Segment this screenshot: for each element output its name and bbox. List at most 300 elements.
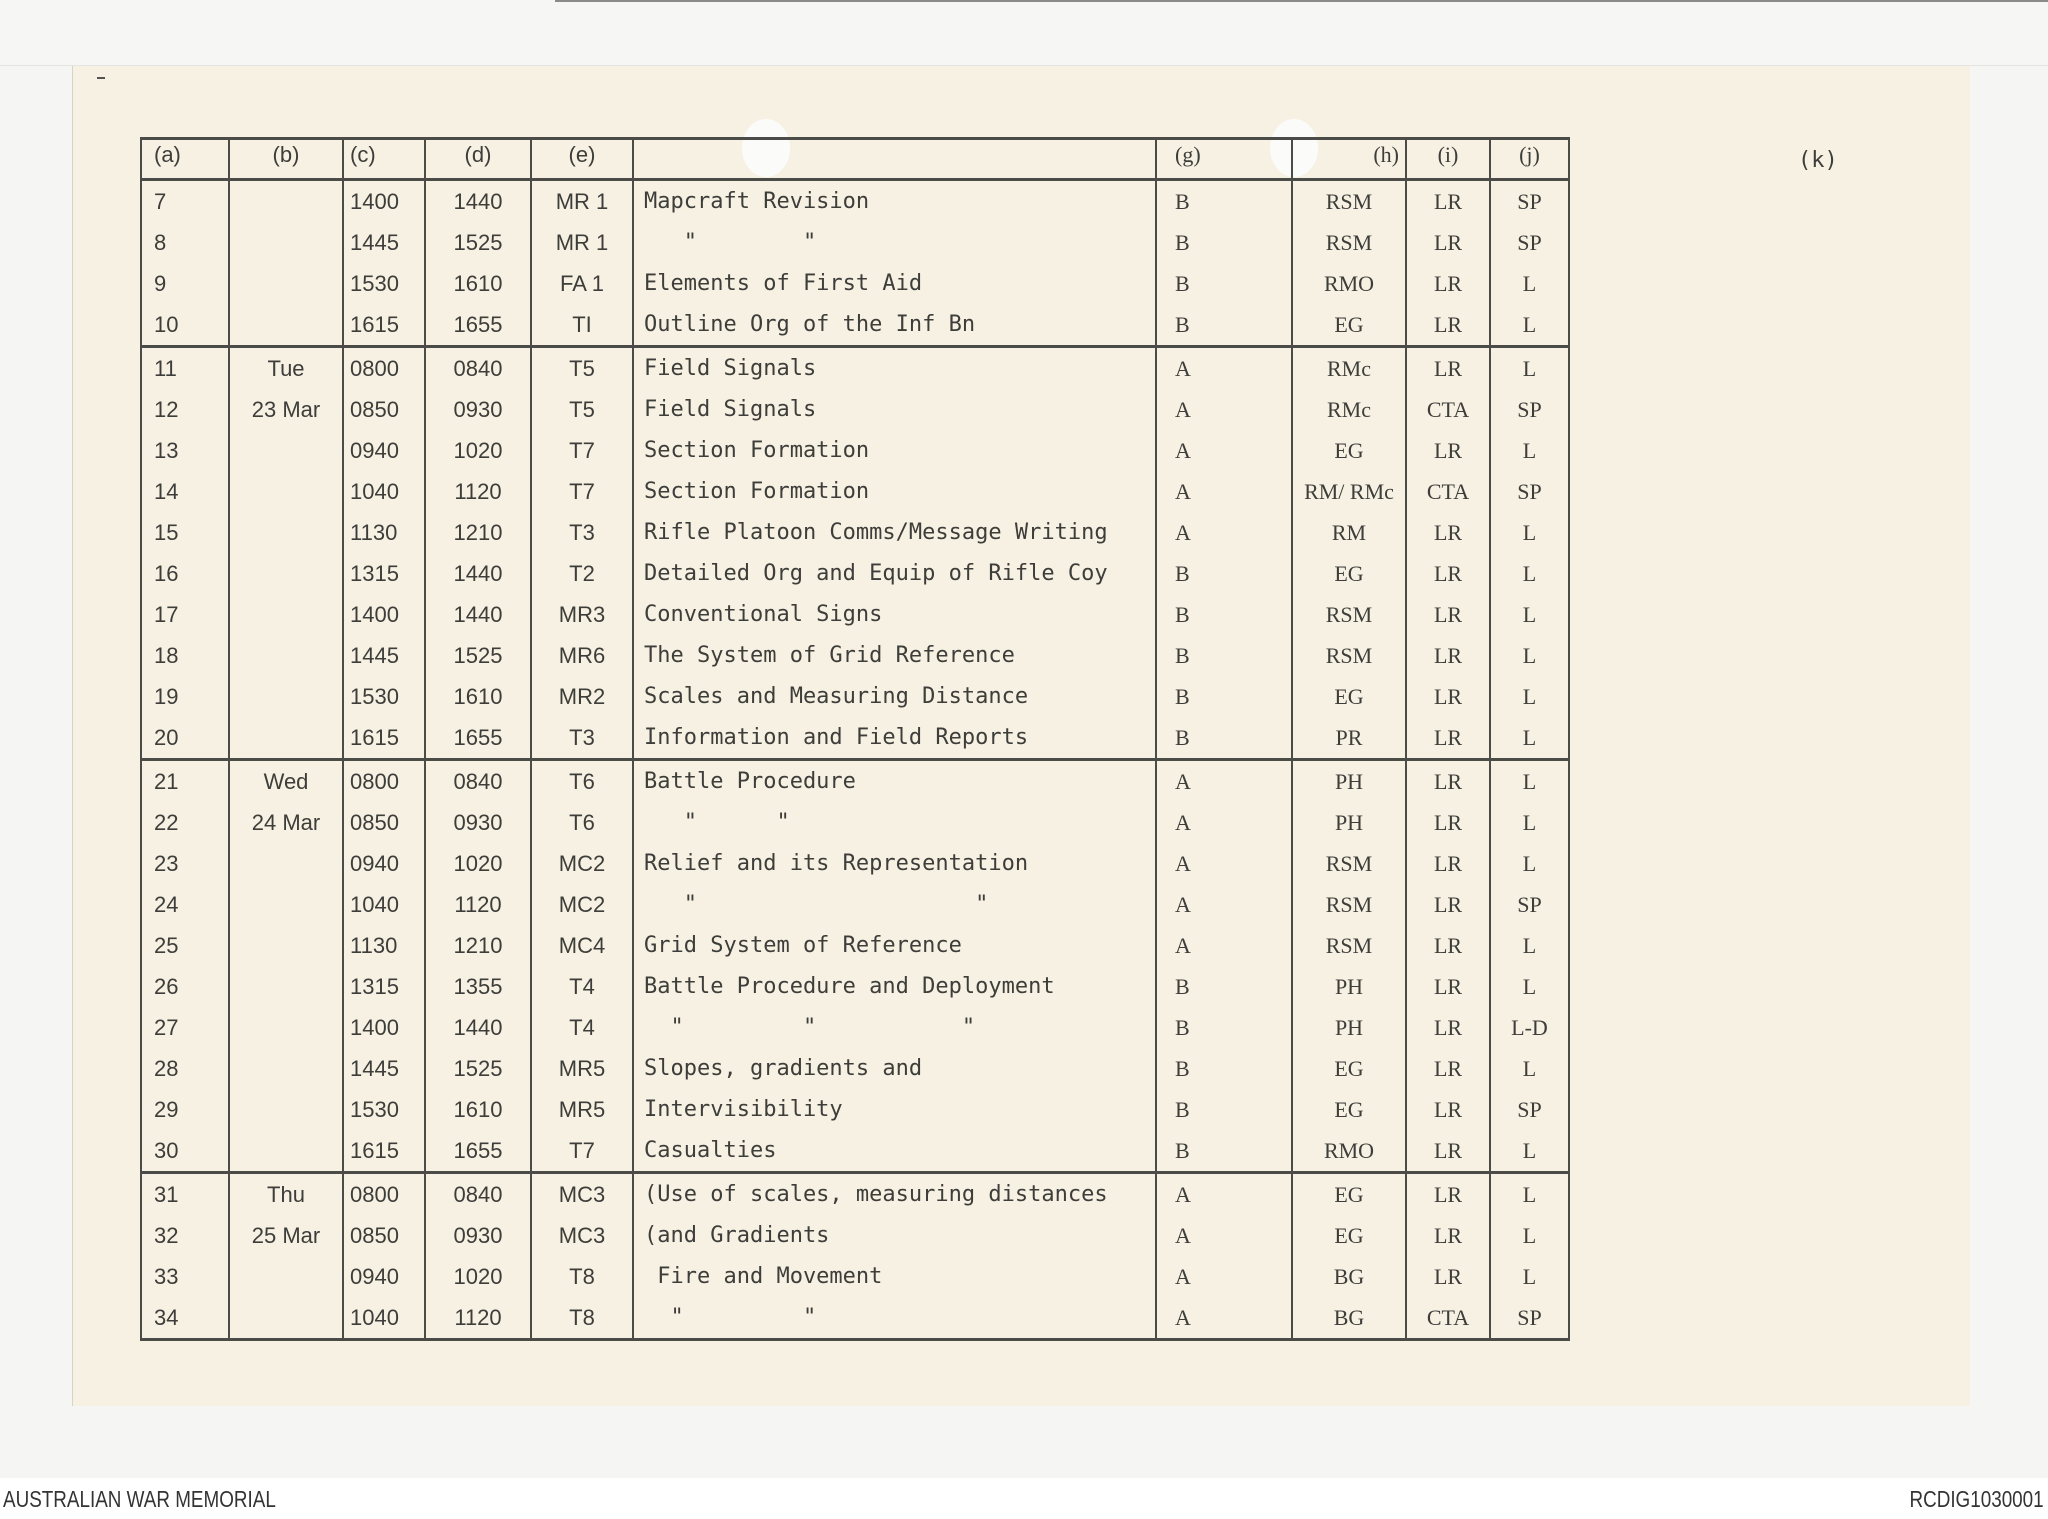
method-cell: L: [1490, 347, 1569, 390]
method-cell: L: [1490, 676, 1569, 717]
group-cell: A: [1156, 471, 1292, 512]
location-cell: LR: [1406, 802, 1490, 843]
row-number-cell: 23: [141, 843, 229, 884]
lesson-code-cell: MC3: [531, 1215, 633, 1256]
lesson-code-cell: MC3: [531, 1173, 633, 1216]
day-group: [141, 760, 1569, 1173]
subject-cell: (Use of scales, measuring distances: [633, 1173, 1156, 1216]
start-time-cell: 0940: [343, 1256, 425, 1297]
method-cell: SP: [1490, 180, 1569, 223]
row-number-cell: 29: [141, 1089, 229, 1130]
day-date-cell: [229, 925, 343, 966]
instructor-cell: EG: [1292, 1173, 1406, 1216]
end-time-cell: 1020: [425, 843, 531, 884]
location-cell: LR: [1406, 676, 1490, 717]
method-cell: L: [1490, 1256, 1569, 1297]
day-date-cell: [229, 471, 343, 512]
instructor-cell: PH: [1292, 966, 1406, 1007]
group-cell: B: [1156, 676, 1292, 717]
start-time-cell: 0800: [343, 760, 425, 803]
ink-mark: [97, 77, 105, 79]
end-time-cell: 1525: [425, 1048, 531, 1089]
group-cell: B: [1156, 594, 1292, 635]
row-number-cell: 32: [141, 1215, 229, 1256]
subject-cell: Rifle Platoon Comms/Message Writing: [633, 512, 1156, 553]
lesson-code-cell: MR2: [531, 676, 633, 717]
subject-cell: Battle Procedure and Deployment: [633, 966, 1156, 1007]
method-cell: L: [1490, 1048, 1569, 1089]
group-cell: B: [1156, 1048, 1292, 1089]
group-cell: B: [1156, 717, 1292, 760]
subject-cell: (and Gradients: [633, 1215, 1156, 1256]
method-cell: L: [1490, 925, 1569, 966]
subject-cell: Section Formation: [633, 430, 1156, 471]
location-cell: LR: [1406, 1130, 1490, 1173]
record-id: RCDIG1030001: [1909, 1486, 2044, 1512]
lesson-code-cell: T6: [531, 802, 633, 843]
lesson-code-cell: T3: [531, 512, 633, 553]
method-cell: L: [1490, 512, 1569, 553]
subject-cell: Section Formation: [633, 471, 1156, 512]
day-date-cell: [229, 884, 343, 925]
row-number-cell: 30: [141, 1130, 229, 1173]
start-time-cell: 1615: [343, 1130, 425, 1173]
location-cell: LR: [1406, 180, 1490, 223]
location-cell: LR: [1406, 760, 1490, 803]
subject-cell: " ": [633, 884, 1156, 925]
lesson-code-cell: T2: [531, 553, 633, 594]
day-date-cell: 24 Mar: [229, 802, 343, 843]
lesson-code-cell: T8: [531, 1256, 633, 1297]
method-cell: L: [1490, 760, 1569, 803]
table-row: [141, 802, 1569, 843]
method-cell: L: [1490, 1130, 1569, 1173]
location-cell: CTA: [1406, 471, 1490, 512]
col-header-g: (g): [1156, 139, 1292, 180]
end-time-cell: 1210: [425, 925, 531, 966]
row-number-cell: 33: [141, 1256, 229, 1297]
start-time-cell: 1040: [343, 471, 425, 512]
location-cell: LR: [1406, 635, 1490, 676]
scan-edge-shadow: [555, 0, 2048, 2]
group-cell: A: [1156, 1173, 1292, 1216]
start-time-cell: 1130: [343, 512, 425, 553]
lesson-code-cell: MR5: [531, 1089, 633, 1130]
instructor-cell: PH: [1292, 1007, 1406, 1048]
start-time-cell: 0940: [343, 430, 425, 471]
table-row: [141, 760, 1569, 803]
col-header-j: (j): [1490, 139, 1569, 180]
end-time-cell: 1120: [425, 884, 531, 925]
start-time-cell: 1445: [343, 1048, 425, 1089]
start-time-cell: 1400: [343, 594, 425, 635]
end-time-cell: 0930: [425, 389, 531, 430]
lesson-code-cell: T5: [531, 347, 633, 390]
col-header-b: (b): [229, 139, 343, 180]
col-header-d: (d): [425, 139, 531, 180]
end-time-cell: 1210: [425, 512, 531, 553]
start-time-cell: 1400: [343, 1007, 425, 1048]
lesson-code-cell: MC4: [531, 925, 633, 966]
start-time-cell: 0850: [343, 1215, 425, 1256]
instructor-cell: EG: [1292, 304, 1406, 347]
row-number-cell: 26: [141, 966, 229, 1007]
group-cell: A: [1156, 843, 1292, 884]
method-cell: SP: [1490, 884, 1569, 925]
start-time-cell: 1315: [343, 553, 425, 594]
start-time-cell: 1530: [343, 676, 425, 717]
group-cell: B: [1156, 222, 1292, 263]
start-time-cell: 1615: [343, 717, 425, 760]
table-row: [141, 1007, 1569, 1048]
table-row: [141, 1048, 1569, 1089]
subject-cell: Battle Procedure: [633, 760, 1156, 803]
end-time-cell: 1610: [425, 676, 531, 717]
row-number-cell: 15: [141, 512, 229, 553]
group-cell: B: [1156, 966, 1292, 1007]
instructor-cell: RM/ RMc: [1292, 471, 1406, 512]
end-time-cell: 1120: [425, 471, 531, 512]
day-date-cell: Wed: [229, 760, 343, 803]
location-cell: LR: [1406, 263, 1490, 304]
row-number-cell: 10: [141, 304, 229, 347]
start-time-cell: 1445: [343, 222, 425, 263]
location-cell: LR: [1406, 884, 1490, 925]
table-row: [141, 263, 1569, 304]
row-number-cell: 7: [141, 180, 229, 223]
subject-cell: Fire and Movement: [633, 1256, 1156, 1297]
col-header-i: (i): [1406, 139, 1490, 180]
scan-background-top: [0, 0, 2048, 66]
subject-cell: Scales and Measuring Distance: [633, 676, 1156, 717]
day-date-cell: [229, 512, 343, 553]
day-date-cell: Tue: [229, 347, 343, 390]
start-time-cell: 0850: [343, 389, 425, 430]
table-row: [141, 389, 1569, 430]
day-date-cell: [229, 263, 343, 304]
end-time-cell: 1655: [425, 304, 531, 347]
subject-cell: The System of Grid Reference: [633, 635, 1156, 676]
end-time-cell: 1440: [425, 180, 531, 223]
table-row: [141, 471, 1569, 512]
day-date-cell: [229, 1256, 343, 1297]
start-time-cell: 1530: [343, 263, 425, 304]
location-cell: LR: [1406, 1007, 1490, 1048]
instructor-cell: PH: [1292, 802, 1406, 843]
day-date-cell: [229, 717, 343, 760]
start-time-cell: 1040: [343, 1297, 425, 1340]
instructor-cell: RSM: [1292, 222, 1406, 263]
lesson-code-cell: T7: [531, 471, 633, 512]
method-cell: L: [1490, 263, 1569, 304]
start-time-cell: 1530: [343, 1089, 425, 1130]
group-cell: B: [1156, 1007, 1292, 1048]
day-date-cell: [229, 553, 343, 594]
location-cell: LR: [1406, 843, 1490, 884]
table-row: [141, 1130, 1569, 1173]
lesson-code-cell: T5: [531, 389, 633, 430]
lesson-code-cell: T7: [531, 430, 633, 471]
subject-cell: Outline Org of the Inf Bn: [633, 304, 1156, 347]
training-schedule: [140, 137, 1570, 1341]
day-date-cell: [229, 180, 343, 223]
group-cell: B: [1156, 1130, 1292, 1173]
table-row: [141, 1173, 1569, 1216]
row-number-cell: 9: [141, 263, 229, 304]
group-cell: B: [1156, 1089, 1292, 1130]
table-row: [141, 512, 1569, 553]
table-row: [141, 676, 1569, 717]
location-cell: LR: [1406, 1173, 1490, 1216]
end-time-cell: 1655: [425, 717, 531, 760]
lesson-code-cell: MR 1: [531, 222, 633, 263]
end-time-cell: 1610: [425, 1089, 531, 1130]
row-number-cell: 16: [141, 553, 229, 594]
group-cell: A: [1156, 430, 1292, 471]
lesson-code-cell: TI: [531, 304, 633, 347]
end-time-cell: 1440: [425, 553, 531, 594]
row-number-cell: 12: [141, 389, 229, 430]
instructor-cell: RSM: [1292, 843, 1406, 884]
method-cell: L: [1490, 717, 1569, 760]
end-time-cell: 1440: [425, 594, 531, 635]
start-time-cell: 0850: [343, 802, 425, 843]
day-date-cell: 25 Mar: [229, 1215, 343, 1256]
method-cell: L: [1490, 1173, 1569, 1216]
end-time-cell: 0840: [425, 347, 531, 390]
instructor-cell: EG: [1292, 430, 1406, 471]
row-number-cell: 13: [141, 430, 229, 471]
day-date-cell: [229, 1048, 343, 1089]
end-time-cell: 1120: [425, 1297, 531, 1340]
table-row: [141, 966, 1569, 1007]
table-row: [141, 843, 1569, 884]
start-time-cell: 0800: [343, 347, 425, 390]
end-time-cell: 1525: [425, 635, 531, 676]
group-cell: B: [1156, 263, 1292, 304]
subject-cell: Grid System of Reference: [633, 925, 1156, 966]
instructor-cell: PR: [1292, 717, 1406, 760]
row-number-cell: 24: [141, 884, 229, 925]
group-cell: A: [1156, 802, 1292, 843]
subject-cell: Relief and its Representation: [633, 843, 1156, 884]
table-row: [141, 430, 1569, 471]
location-cell: CTA: [1406, 1297, 1490, 1340]
subject-cell: Field Signals: [633, 347, 1156, 390]
subject-cell: Detailed Org and Equip of Rifle Coy: [633, 553, 1156, 594]
subject-cell: " ": [633, 222, 1156, 263]
method-cell: L: [1490, 594, 1569, 635]
method-cell: SP: [1490, 389, 1569, 430]
group-cell: B: [1156, 553, 1292, 594]
subject-cell: " ": [633, 1297, 1156, 1340]
instructor-cell: EG: [1292, 1215, 1406, 1256]
instructor-cell: EG: [1292, 676, 1406, 717]
day-group: [141, 180, 1569, 347]
day-date-cell: [229, 966, 343, 1007]
method-cell: SP: [1490, 1089, 1569, 1130]
start-time-cell: 0800: [343, 1173, 425, 1216]
group-cell: A: [1156, 884, 1292, 925]
group-cell: A: [1156, 925, 1292, 966]
start-time-cell: 1445: [343, 635, 425, 676]
group-cell: A: [1156, 389, 1292, 430]
method-cell: L: [1490, 843, 1569, 884]
end-time-cell: 0930: [425, 802, 531, 843]
location-cell: LR: [1406, 1048, 1490, 1089]
location-cell: LR: [1406, 966, 1490, 1007]
group-cell: A: [1156, 512, 1292, 553]
method-cell: L: [1490, 966, 1569, 1007]
col-header-c: (c): [343, 139, 425, 180]
group-cell: A: [1156, 760, 1292, 803]
day-date-cell: [229, 430, 343, 471]
table-row: [141, 1089, 1569, 1130]
table-row: [141, 304, 1569, 347]
group-cell: B: [1156, 635, 1292, 676]
location-cell: LR: [1406, 1256, 1490, 1297]
day-date-cell: [229, 222, 343, 263]
table-row: [141, 347, 1569, 390]
col-header-f: [633, 139, 1156, 180]
subject-cell: " ": [633, 802, 1156, 843]
instructor-cell: RSM: [1292, 884, 1406, 925]
lesson-code-cell: T7: [531, 1130, 633, 1173]
method-cell: L: [1490, 553, 1569, 594]
instructor-cell: EG: [1292, 1048, 1406, 1089]
day-group: [141, 347, 1569, 760]
row-number-cell: 11: [141, 347, 229, 390]
instructor-cell: EG: [1292, 553, 1406, 594]
end-time-cell: 1525: [425, 222, 531, 263]
end-time-cell: 0840: [425, 760, 531, 803]
table-row: [141, 553, 1569, 594]
row-number-cell: 34: [141, 1297, 229, 1340]
day-date-cell: [229, 676, 343, 717]
instructor-cell: PH: [1292, 760, 1406, 803]
day-group: [141, 1173, 1569, 1340]
table-row: [141, 925, 1569, 966]
lesson-code-cell: MR5: [531, 1048, 633, 1089]
group-cell: A: [1156, 1297, 1292, 1340]
location-cell: LR: [1406, 304, 1490, 347]
group-cell: A: [1156, 347, 1292, 390]
row-number-cell: 19: [141, 676, 229, 717]
row-number-cell: 18: [141, 635, 229, 676]
method-cell: SP: [1490, 222, 1569, 263]
lesson-code-cell: T3: [531, 717, 633, 760]
instructor-cell: RSM: [1292, 925, 1406, 966]
lesson-code-cell: MR 1: [531, 180, 633, 223]
instructor-cell: RMO: [1292, 1130, 1406, 1173]
subject-cell: Information and Field Reports: [633, 717, 1156, 760]
col-header-e: (e): [531, 139, 633, 180]
day-date-cell: [229, 1007, 343, 1048]
table-row: [141, 635, 1569, 676]
method-cell: L: [1490, 635, 1569, 676]
location-cell: LR: [1406, 1215, 1490, 1256]
location-cell: LR: [1406, 594, 1490, 635]
col-header-h: (h): [1292, 139, 1406, 180]
group-cell: A: [1156, 1215, 1292, 1256]
row-number-cell: 22: [141, 802, 229, 843]
location-cell: LR: [1406, 553, 1490, 594]
location-cell: LR: [1406, 347, 1490, 390]
location-cell: LR: [1406, 430, 1490, 471]
location-cell: LR: [1406, 717, 1490, 760]
end-time-cell: 1440: [425, 1007, 531, 1048]
day-date-cell: [229, 1130, 343, 1173]
method-cell: L-D: [1490, 1007, 1569, 1048]
table-row: [141, 1256, 1569, 1297]
day-date-cell: 23 Mar: [229, 389, 343, 430]
table-header: [141, 139, 1569, 180]
lesson-code-cell: MR6: [531, 635, 633, 676]
instructor-cell: EG: [1292, 1089, 1406, 1130]
lesson-code-cell: T4: [531, 966, 633, 1007]
schedule-table: [140, 137, 1570, 1341]
row-number-cell: 14: [141, 471, 229, 512]
lesson-code-cell: T4: [531, 1007, 633, 1048]
method-cell: L: [1490, 430, 1569, 471]
end-time-cell: 1610: [425, 263, 531, 304]
end-time-cell: 0840: [425, 1173, 531, 1216]
row-number-cell: 21: [141, 760, 229, 803]
start-time-cell: 1130: [343, 925, 425, 966]
location-cell: LR: [1406, 222, 1490, 263]
location-cell: LR: [1406, 925, 1490, 966]
lesson-code-cell: MR3: [531, 594, 633, 635]
row-number-cell: 25: [141, 925, 229, 966]
row-number-cell: 8: [141, 222, 229, 263]
subject-cell: Casualties: [633, 1130, 1156, 1173]
table-row: [141, 180, 1569, 223]
lesson-code-cell: T8: [531, 1297, 633, 1340]
institution-label: AUSTRALIAN WAR MEMORIAL: [3, 1486, 276, 1512]
location-cell: CTA: [1406, 389, 1490, 430]
start-time-cell: 1400: [343, 180, 425, 223]
end-time-cell: 1020: [425, 430, 531, 471]
instructor-cell: RSM: [1292, 635, 1406, 676]
table-row: [141, 884, 1569, 925]
subject-cell: Elements of First Aid: [633, 263, 1156, 304]
col-header-k: (k): [1798, 148, 1838, 173]
subject-cell: Mapcraft Revision: [633, 180, 1156, 223]
row-number-cell: 28: [141, 1048, 229, 1089]
end-time-cell: 1355: [425, 966, 531, 1007]
lesson-code-cell: MC2: [531, 843, 633, 884]
row-number-cell: 20: [141, 717, 229, 760]
subject-cell: " " ": [633, 1007, 1156, 1048]
lesson-code-cell: T6: [531, 760, 633, 803]
location-cell: LR: [1406, 512, 1490, 553]
instructor-cell: RM: [1292, 512, 1406, 553]
lesson-code-cell: FA 1: [531, 263, 633, 304]
subject-cell: Conventional Signs: [633, 594, 1156, 635]
day-date-cell: [229, 304, 343, 347]
day-date-cell: [229, 594, 343, 635]
start-time-cell: 1040: [343, 884, 425, 925]
location-cell: LR: [1406, 1089, 1490, 1130]
method-cell: L: [1490, 802, 1569, 843]
group-cell: A: [1156, 1256, 1292, 1297]
end-time-cell: 1020: [425, 1256, 531, 1297]
table-row: [141, 594, 1569, 635]
instructor-cell: BG: [1292, 1256, 1406, 1297]
table-row: [141, 1215, 1569, 1256]
instructor-cell: RMc: [1292, 347, 1406, 390]
subject-cell: Slopes, gradients and: [633, 1048, 1156, 1089]
